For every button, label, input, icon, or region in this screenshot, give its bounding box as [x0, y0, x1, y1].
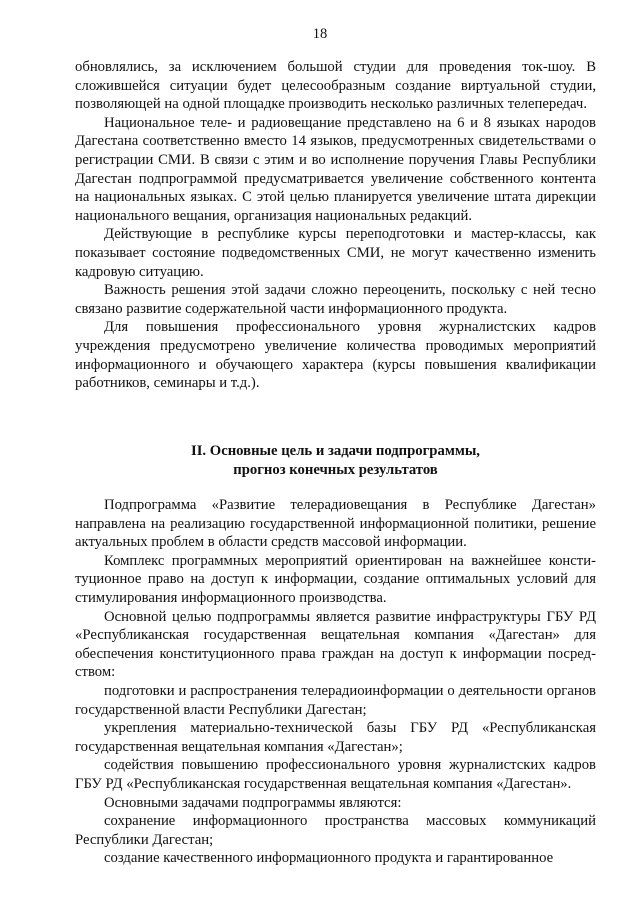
paragraph: создание качественного информационного продукта и гарантированное	[104, 850, 554, 867]
paragraph: укрепления материально-технической базы ГБУ РД «Республиканская государственная вещательная компания «Дагестан»;	[75, 720, 596, 755]
paragraph: Подпрограмма «Развитие телерадиовещания в Республике Дагестан» направлена на реализацию государственной информационной политики, решение актуальных проблем в области средств массовой информации.	[75, 497, 596, 551]
top-text-block	[75, 58, 596, 393]
paragraph: Основной целью подпрограммы является развитие инфраструктуры ГБУ РД «Республиканская государственная вещательная компания «Дагестан» для обеспечения конституционного права граждан на доступ к информации посредством:	[75, 608, 596, 681]
section-heading-line2: прогноз конечных результатов	[233, 461, 438, 478]
paragraph: Важность решения этой задачи сложно переоценить, поскольку с ней тесно связано развитие содержательной части информационного продукта.	[75, 282, 596, 317]
bottom-text-block	[75, 496, 596, 868]
paragraph: содействия повышению профессионального уровня журналистских кадров ГБУ РД «Республиканская государственная вещательная компания «Дагестан».	[75, 757, 596, 792]
section-heading-line1: II. Основные цель и задачи подпрограммы,	[191, 443, 480, 459]
paragraph: Для повышения профессионального уровня журналистских кадров учреждения предусмотрено увеличение количества проводимых мероприятий информационного и обучающего характера (курсы повышения квалификации работников, семинары и т.д.).	[75, 319, 596, 392]
page-number: 18	[312, 26, 328, 42]
section-heading	[75, 442, 596, 479]
paragraph: подготовки и распространения телерадиоинформации о деятельности органов государственной власти Республики Дагестан;	[75, 682, 596, 718]
paragraph: Основными задачами подпрограммы являются:	[104, 794, 402, 811]
paragraph: сохранение информационного пространства массовых коммуникаций Республики Дагестан;	[75, 813, 596, 848]
paragraph: Национальное теле- и радиовещание представлено на 6 и 8 языках народов Дагестана соответственно вместо 14 языков, предусмотренных свидетельствами о регистрации СМИ. В связи с этим и во исполнение поручения Главы Республики Дагестан подпрограммой предусматривается увеличение собственного контента на национальных языках. С этой целью планируется увеличение штата дирекции национального вещания, организация национальных редакций.	[75, 114, 596, 224]
paragraph: обновлялись, за исключением большой студии для проведения ток-шоу. В сложившейся ситуации будет целесообразным создание виртуальной студии, позволяющей на одной площадке производить несколько различных телепередач.	[75, 59, 596, 113]
paragraph: Действующие в республике курсы переподготовки и мастер-классы, как показывает состояние подведомственных СМИ, не могут качественно изменить кадровую ситуацию.	[75, 226, 596, 280]
paragraph: Комплекс программных мероприятий ориентирован на важнейшее конституционное право на доступ к информации, создание оптимальных условий для стимулирования информационного производства.	[75, 552, 596, 606]
